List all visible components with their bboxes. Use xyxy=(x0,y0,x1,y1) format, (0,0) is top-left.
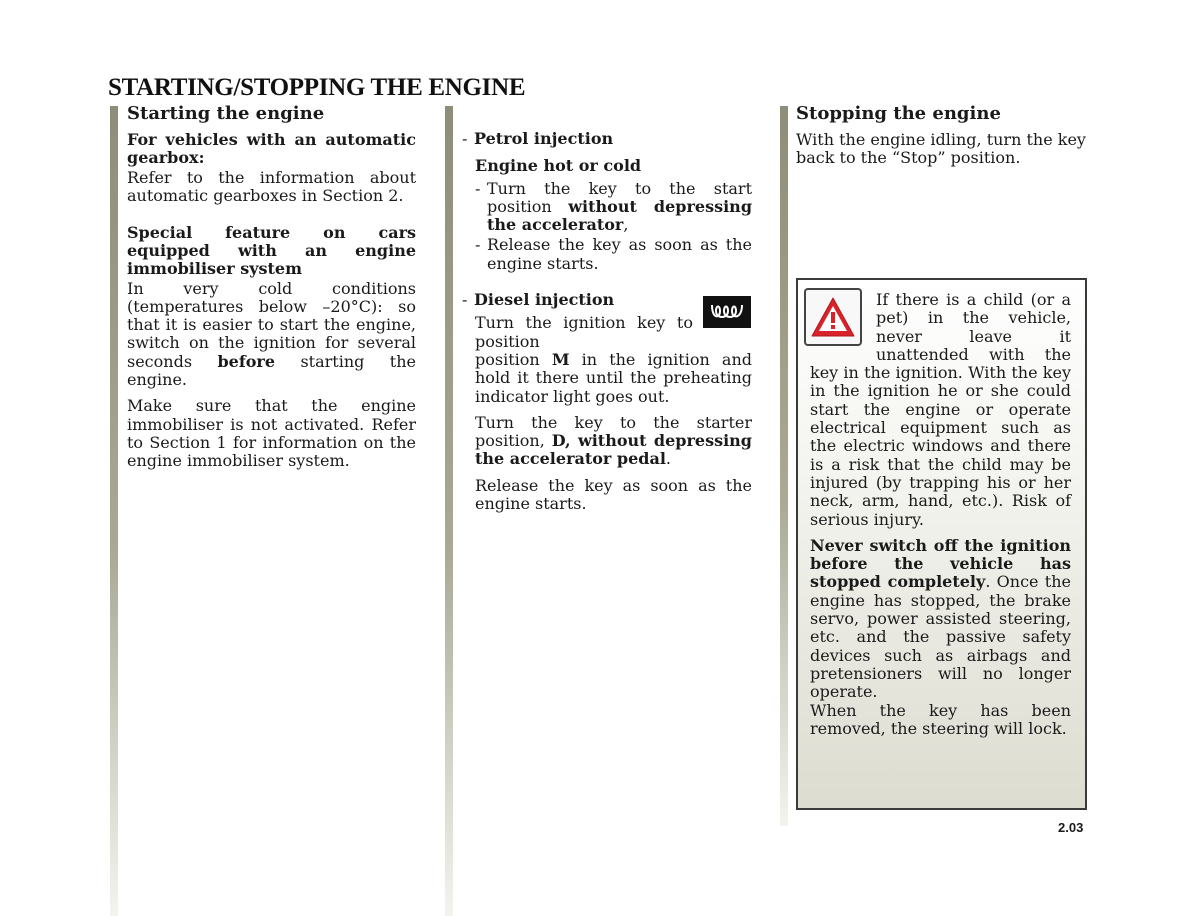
page-title: STARTING/STOPPING THE ENGINE xyxy=(108,74,526,101)
diesel-injection-heading: - Diesel injection xyxy=(462,290,615,310)
petrol-step-1: - Turn the key to the start position without depressing the accelerator, xyxy=(475,178,752,235)
immobiliser-text-1: In very cold conditions (temperatures below –20°C): so that it is easier to start the engine, switch on the ignition for several seconds before starting the engine. xyxy=(127,278,416,390)
page-number: 2.03 xyxy=(1058,820,1084,835)
petrol-step-2: - Release the key as soon as the engine starts. xyxy=(475,235,752,273)
glow-plug-coil-icon xyxy=(709,301,745,323)
warning-triangle-icon xyxy=(804,288,862,346)
right-column xyxy=(796,104,1086,176)
petrol-injection-heading: - Petrol injection xyxy=(462,129,614,148)
warning-text-3: When the key has been removed, the steering will lock. xyxy=(810,700,1071,738)
child-warning-box xyxy=(796,278,1087,810)
diesel-text-2: Turn the key to the starter position, D, without depressing the accelerator pedal. xyxy=(475,412,752,469)
middle-column-bar xyxy=(445,106,453,916)
left-column-bar xyxy=(110,106,118,916)
diesel-text-1: Turn the ignition key to position position M in the ignition and hold it there until the preheating indicator light goes out. xyxy=(475,313,752,406)
warning-text-1: If there is a child (or a pet) in the vehicle, never leave it unattended with the key in the ignition. With the key in the ignition he or she could start the engine or operate electrical equipment such as the electric windows and there is a risk that the child may be injured (by trapping his or her neck, arm, hand, etc.). Risk of serious injury. xyxy=(810,290,1071,529)
stopping-engine-heading: Stopping the engine xyxy=(796,103,1001,124)
starting-engine-heading: Starting the engine xyxy=(127,103,325,124)
warning-text-2: Never switch off the ignition before the vehicle has stopped completely. Once the engine has stopped, the brake servo, power assisted steering, etc. and the passive safety devices such as airbags and pretensioners will no longer operate. xyxy=(810,535,1071,702)
automatic-gearbox-heading: For vehicles with an automatic gearbox: xyxy=(127,130,416,167)
left-column xyxy=(127,104,416,479)
immobiliser-text-2: Make sure that the engine immobiliser is not activated. Refer to Section 1 for information on the engine immobiliser system. xyxy=(127,396,416,471)
preheating-glow-plug-icon xyxy=(703,296,751,328)
engine-hot-cold-heading: Engine hot or cold xyxy=(475,156,642,176)
automatic-gearbox-text: Refer to the information about automatic gearboxes in Section 2. xyxy=(127,168,416,206)
diesel-text-3: Release the key as soon as the engine starts. xyxy=(475,475,752,514)
immobiliser-heading: Special feature on cars equipped with an engine immobiliser system xyxy=(127,222,416,278)
right-column-bar xyxy=(780,106,788,826)
stopping-engine-text: With the engine idling, turn the key back to the “Stop” position. xyxy=(796,130,1086,168)
